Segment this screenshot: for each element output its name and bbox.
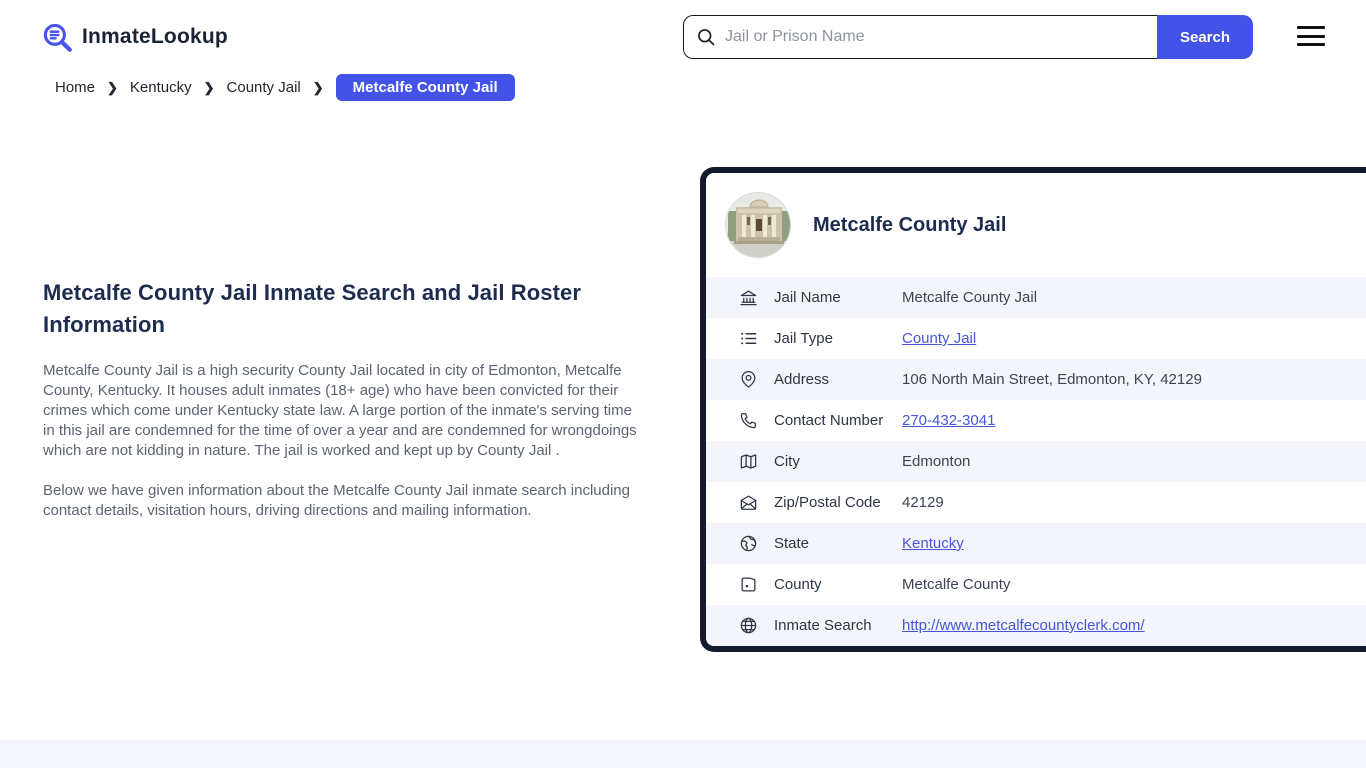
search-input[interactable] [725, 28, 1145, 46]
card-title: Metcalfe County Jail [813, 213, 1007, 236]
list-icon [739, 329, 759, 349]
breadcrumb-kentucky[interactable]: Kentucky [129, 79, 192, 96]
brand-name: InmateLookup [82, 25, 228, 48]
breadcrumb [55, 74, 515, 101]
search-button[interactable]: Search [1157, 15, 1253, 59]
table-row [706, 605, 1366, 646]
contact-number-link[interactable]: 270-432-3041 [902, 412, 996, 429]
row-label: City [774, 453, 800, 470]
table-row [706, 564, 1366, 605]
map-icon [739, 452, 759, 472]
search-bar [683, 15, 1253, 59]
table-row [706, 482, 1366, 523]
card-header [706, 173, 1366, 277]
state-link[interactable]: Kentucky [902, 535, 964, 552]
chevron-right-icon: ❯ [312, 79, 324, 95]
bank-icon [739, 288, 759, 308]
breadcrumb-home[interactable]: Home [55, 79, 96, 96]
header [0, 0, 1366, 66]
table-row [706, 400, 1366, 441]
earth-icon [739, 534, 759, 554]
magnifier-list-icon [40, 20, 74, 54]
phone-icon [739, 411, 759, 431]
breadcrumb-county-jail[interactable]: County Jail [226, 79, 301, 96]
row-label: Address [774, 371, 830, 388]
inmate-search-link[interactable]: http://www.metcalfecountyclerk.com/ [902, 617, 1145, 634]
footer-strip [0, 740, 1366, 768]
jail-details-table [706, 277, 1366, 646]
row-label: County [774, 576, 822, 593]
table-row [706, 523, 1366, 564]
row-value: 106 North Main Street, Edmonton, KY, 42129 [902, 371, 1202, 388]
table-row [706, 318, 1366, 359]
article [43, 277, 643, 521]
hamburger-menu-icon[interactable] [1297, 26, 1325, 46]
jail-photo-avatar [725, 192, 791, 258]
breadcrumb-current: Metcalfe County Jail [336, 74, 515, 101]
table-row [706, 441, 1366, 482]
intro-paragraph: Metcalfe County Jail is a high security County Jail located in city of Edmonton, Metcalfe County, Kentucky. It houses adult inmates (18+ age) who have been convicted for their crimes which come under Kentucky state law. A large portion of the inmate's serving time in this jail are condemned for the time of over a year and are condemned for wrongdoings which are not kidding in nature. The jail is worked and kept up by County Jail . [43, 362, 637, 459]
row-label: Zip/Postal Code [774, 494, 881, 511]
search-icon [696, 27, 716, 47]
globe-icon [739, 616, 759, 636]
brand-logo[interactable] [40, 20, 228, 54]
page-title: Metcalfe County Jail Inmate Search and Jail Roster Information [43, 280, 582, 337]
table-row [706, 359, 1366, 400]
row-value: Metcalfe County [902, 576, 1011, 593]
row-label: Jail Type [774, 330, 833, 347]
county-map-icon [739, 575, 759, 595]
row-label: State [774, 535, 810, 552]
jail-info-card [700, 167, 1366, 652]
chevron-right-icon: ❯ [107, 79, 118, 95]
info-paragraph: Below we have given information about the Metcalfe County Jail inmate search including contact details, visitation hours, driving directions and mailing information. [43, 482, 630, 519]
table-row [706, 277, 1366, 318]
map-pin-icon [739, 370, 759, 390]
row-label: Inmate Search [774, 617, 872, 634]
row-value: 42129 [902, 494, 944, 511]
row-label: Jail Name [774, 289, 841, 306]
row-value: Edmonton [902, 453, 971, 470]
chevron-right-icon: ❯ [203, 79, 215, 95]
jail-type-link[interactable]: County Jail [902, 330, 977, 347]
row-label: Contact Number [774, 412, 884, 429]
search-field-wrap [683, 15, 1157, 59]
row-value: Metcalfe County Jail [902, 289, 1038, 306]
mail-icon [739, 493, 759, 513]
